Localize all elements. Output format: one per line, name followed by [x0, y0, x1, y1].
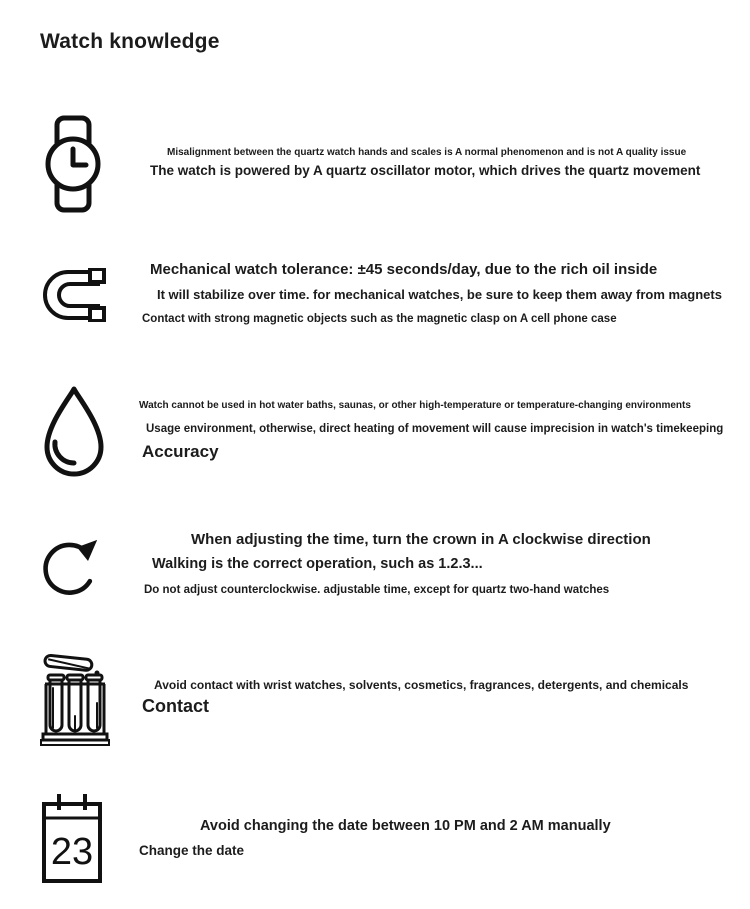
clockwise-arrow-icon: [40, 527, 103, 605]
section-quartz-note: Misalignment between the quartz watch hands and scales is A normal phenomenon and is not A quality issue: [167, 147, 687, 158]
section-quartz-text: The watch is powered by A quartz oscillator motor, which drives the quartz movement: [150, 163, 701, 178]
calendar-day-number: 23: [50, 831, 94, 873]
section-magnet-text: It will stabilize over time. for mechanical watches, be sure to keep them away from magnets: [157, 287, 722, 302]
section-crown-headline: When adjusting the time, turn the crown in A clockwise direction: [191, 531, 651, 548]
section-accuracy-note: Watch cannot be used in hot water baths, saunas, or other high-temperature or temperature-changing environments: [139, 400, 691, 411]
section-magnet-headline: Mechanical watch tolerance: ±45 seconds/day, due to the rich oil inside: [150, 261, 658, 278]
test-tubes-icon: [40, 647, 110, 747]
section-accuracy-label: Accuracy: [142, 442, 219, 461]
water-drop-icon: [42, 385, 106, 480]
section-contact-text: Avoid contact with wrist watches, solvents, cosmetics, fragrances, detergents, and chemicals: [154, 678, 689, 692]
section-date-headline: Avoid changing the date between 10 PM and 2 AM manually: [200, 818, 611, 834]
section-accuracy-text: Usage environment, otherwise, direct heating of movement will cause imprecision in watch's timekeeping: [146, 423, 724, 435]
page-title: Watch knowledge: [40, 30, 220, 53]
section-crown-note: Do not adjust counterclockwise. adjustable time, except for quartz two-hand watches: [144, 584, 610, 596]
section-crown-text: Walking is the correct operation, such as 1.2.3...: [152, 556, 483, 572]
magnet-icon: [42, 268, 106, 322]
section-magnet-note: Contact with strong magnetic objects such as the magnetic clasp on A cell phone case: [142, 313, 617, 325]
wristwatch-icon: [44, 115, 102, 213]
section-contact-label: Contact: [142, 696, 209, 716]
section-date-label: Change the date: [139, 843, 245, 858]
calendar-icon: [40, 790, 104, 885]
